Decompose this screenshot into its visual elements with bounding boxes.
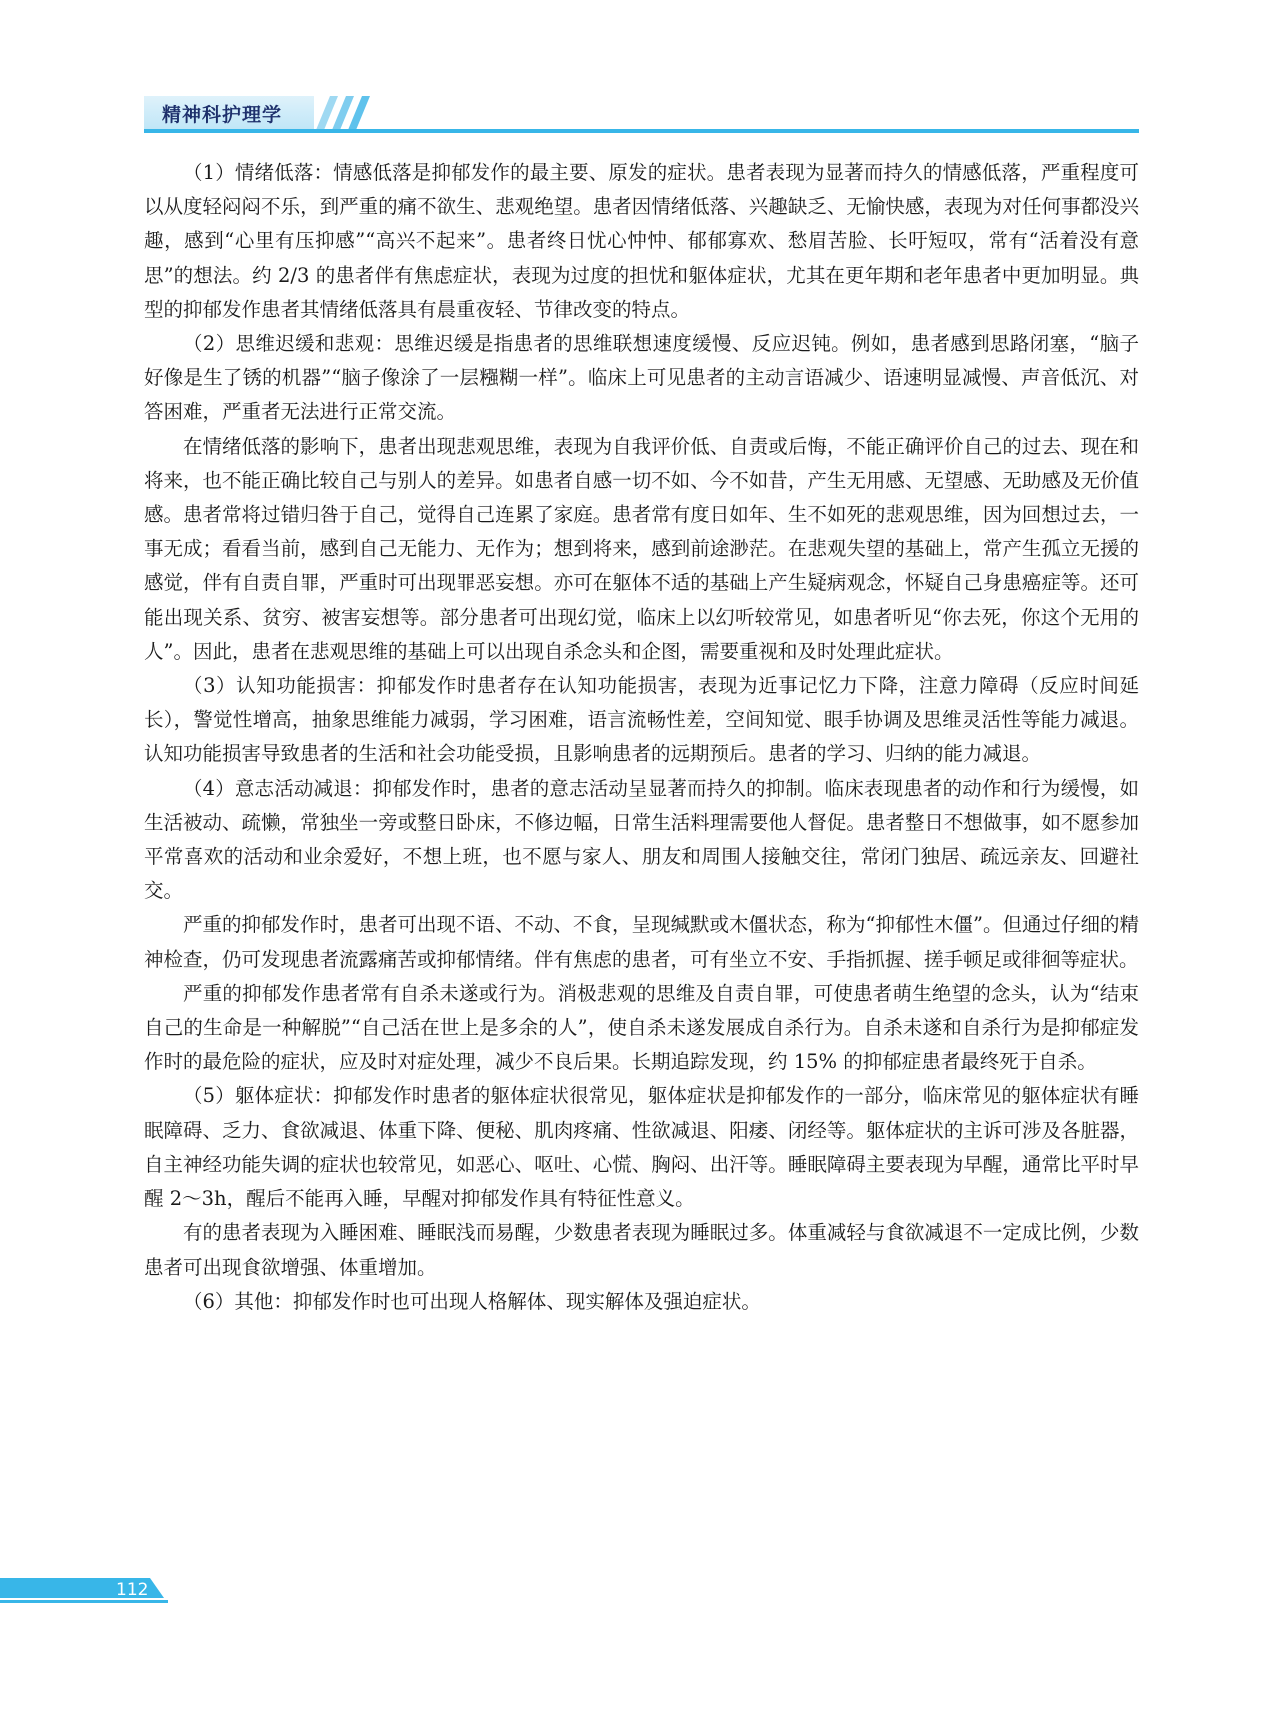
paragraph-pessimistic-thinking: 在情绪低落的影响下，患者出现悲观思维，表现为自我评价低、自责或后悔，不能正确评价自己的过去、现在和将来，也不能正确比较自己与别人的差异。如患者自感一切不如、今不如昔，产生无用感、无望感、无助感及无价值感。患者常将过错归咎于自己，觉得自己连累了家庭。患者常有度日如年、生不如死的悲观思维，因为回想过去，一事无成；看看当前，感到自己无能力、无作为；想到将来，感到前途渺茫。在悲观失望的基础上，常产生孤立无援的感觉，伴有自责自罪，严重时可出现罪恶妄想。亦可在躯体不适的基础上产生疑病观念，怀疑自己身患癌症等。还可能出现关系、贫穷、被害妄想等。部分患者可出现幻觉，临床上以幻听较常见，如患者听见“你去死，你这个无用的人”。因此，患者在悲观思维的基础上可以出现自杀念头和企图，需要重视和及时处理此症状。 bbox=[144, 434, 1139, 663]
book-title: 精神科护理学 bbox=[162, 104, 283, 126]
paragraph-suicide: 严重的抑郁发作患者常有自杀未遂或行为。消极悲观的思维及自责自罪，可使患者萌生绝望的念头，认为“结束自己的生命是一种解脱”“自己活在世上是多余的人”，使自杀未遂发展成自杀行为。自杀未遂和自杀行为是抑郁症发作时的最危险的症状，应及时对症处理，减少不良后果。长期追踪发现，约 15% 的抑郁症患者最终死于自杀。 bbox=[144, 981, 1139, 1074]
paragraph-depressive-stupor: 严重的抑郁发作时，患者可出现不语、不动、不食，呈现缄默或木僵状态，称为“抑郁性木僵”。但通过仔细的精神检查，仍可发现患者流露痛苦或抑郁情绪。伴有焦虑的患者，可有坐立不安、手指抓握、搓手顿足或徘徊等症状。 bbox=[144, 913, 1139, 971]
body-text bbox=[144, 156, 1139, 1319]
paragraph-cognitive-impairment: （3）认知功能损害：抑郁发作时患者存在认知功能损害，表现为近事记忆力下降，注意力障碍（反应时间延长），警觉性增高，抽象思维能力减弱，学习困难，语言流畅性差，空间知觉、眼手协调及思维灵活性等能力减退。认知功能损害导致患者的生活和社会功能受损，且影响患者的远期预后。患者的学习、归纳的能力减退。 bbox=[144, 674, 1139, 766]
page-number: 112 bbox=[116, 1580, 149, 1600]
paragraph-reduced-volition: （4）意志活动减退：抑郁发作时，患者的意志活动呈显著而持久的抑制。临床表现患者的动作和行为缓慢，如生活被动、疏懒，常独坐一旁或整日卧床，不修边幅，日常生活料理需要他人督促。患者整日不想做事，如不愿参加平常喜欢的活动和业余爱好，不想上班，也不愿与家人、朋友和周围人接触交往，常闭门独居、疏远亲友、回避社交。 bbox=[144, 776, 1139, 903]
paragraph-other: （6）其他：抑郁发作时也可出现人格解体、现实解体及强迫症状。 bbox=[183, 1289, 761, 1313]
paragraph-sleep: 有的患者表现为入睡困难、睡眠浅而易醒，少数患者表现为睡眠过多。体重减轻与食欲减退不一定成比例，少数患者可出现食欲增强、体重增加。 bbox=[144, 1221, 1139, 1279]
running-header bbox=[144, 96, 1139, 132]
paragraph-depressed-mood: （1）情绪低落：情感低落是抑郁发作的最主要、原发的症状。患者表现为显著而持久的情感低落，严重程度可以从度轻闷闷不乐，到严重的痛不欲生、悲观绝望。患者因情绪低落、兴趣缺乏、无愉快感，表现为对任何事都没兴趣，感到“心里有压抑感”“高兴不起来”。患者终日忧心忡忡、郁郁寡欢、愁眉苦脸、长吁短叹，常有“活着没有意思”的想法。约 2/3 的患者伴有焦虑症状，表现为过度的担忧和躯体症状，尤其在更年期和老年患者中更加明显。典型的抑郁发作患者其情绪低落具有晨重夜轻、节律改变的特点。 bbox=[144, 161, 1139, 321]
header-stripes-decoration bbox=[304, 96, 374, 130]
paragraph-slowed-thinking: （2）思维迟缓和悲观：思维迟缓是指患者的思维联想速度缓慢、反应迟钝。例如，患者感到思路闭塞，“脑子好像是生了锈的机器”“脑子像涂了一层糨糊一样”。临床上可见患者的主动言语减少、语速明显减慢、声音低沉、对答困难，严重者无法进行正常交流。 bbox=[144, 332, 1139, 424]
header-tab bbox=[144, 96, 314, 130]
header-rule bbox=[144, 129, 1139, 133]
page-footer bbox=[0, 1578, 172, 1604]
paragraph-somatic-symptoms: （5）躯体症状：抑郁发作时患者的躯体症状很常见，躯体症状是抑郁发作的一部分，临床常见的躯体症状有睡眠障碍、乏力、食欲减退、体重下降、便秘、肌肉疼痛、性欲减退、阳痿、闭经等。躯体症状的主诉可涉及各脏器，自主神经功能失调的症状也较常见，如恶心、呕吐、心慌、胸闷、出汗等。睡眠障碍主要表现为早醒，通常比平时早醒 2～3h，醒后不能再入睡，早醒对抑郁发作具有特征性意义。 bbox=[144, 1084, 1139, 1211]
